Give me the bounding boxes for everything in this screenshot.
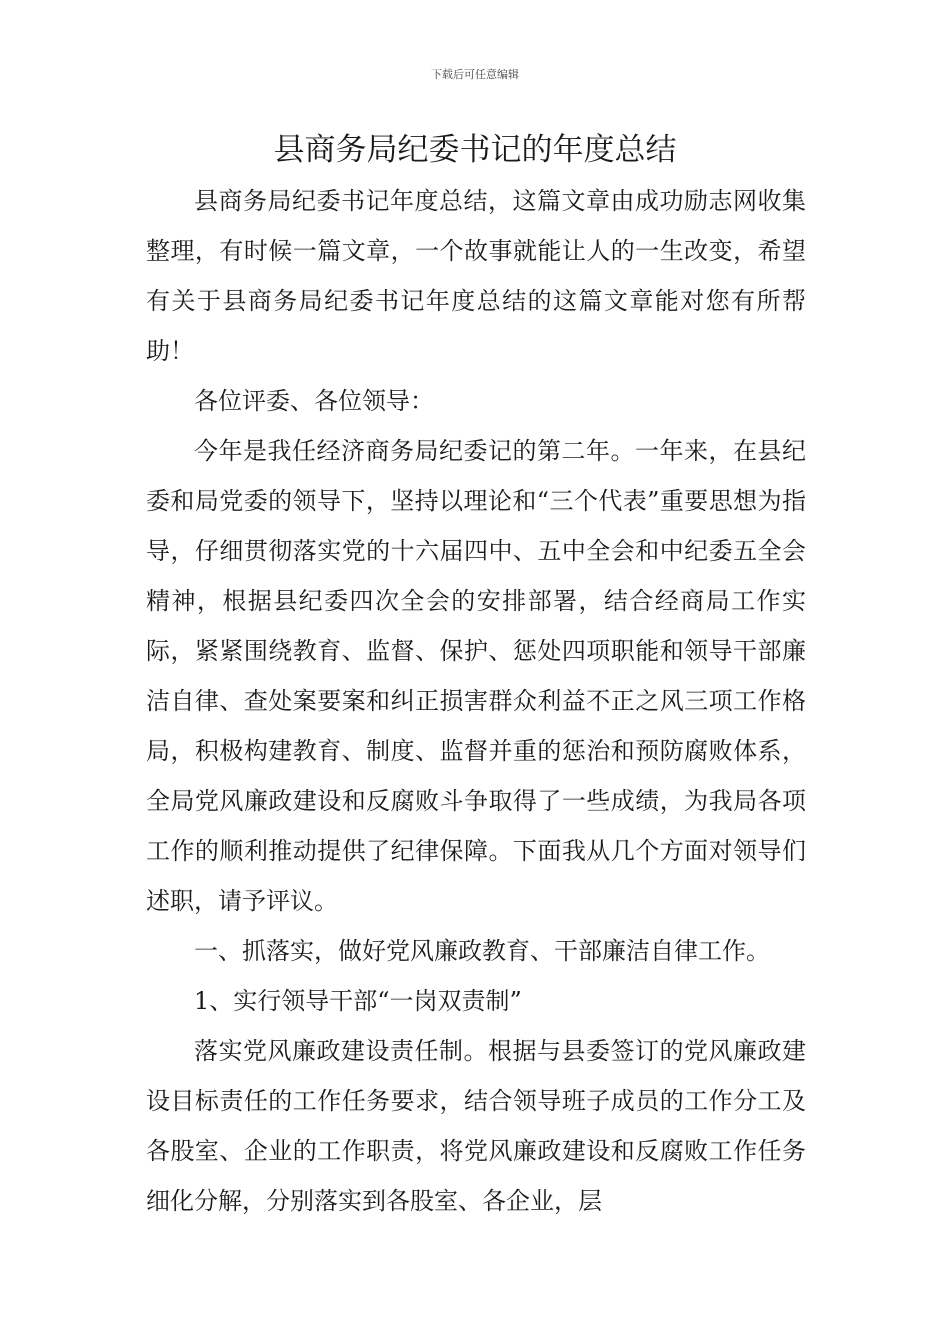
- header-note: 下载后可任意编辑: [431, 68, 519, 81]
- section-heading-1: 一、抓落实，做好党风廉政教育、干部廉洁自律工作。: [194, 937, 770, 965]
- paragraph-salutation: 各位评委、各位领导：: [194, 387, 434, 415]
- paragraph-overview: 今年是我任经济商务局纪委记的第二年。一年来，在县纪委和局党委的领导下，坚持以理论和“三个代表”重要思想为指导，仔细贯彻落实党的十六届四中、五中全会和中纪委五全会精神，根据县纪委四次全会的安排部署，结合经商局工作实际，紧紧围绕教育、监督、保护、惩处四项职能和领导干部廉洁自律、查处案要案和纠正损害群众利益不正之风三项工作格局，积极构建教育、制度、监督并重的惩治和预防腐败体系，全局党风廉政建设和反腐败斗争取得了一些成绩，为我局各项工作的顺利推动提供了纪律保障。下面我从几个方面对领导们述职，请予评议。: [146, 437, 806, 915]
- paragraph-intro: 县商务局纪委书记年度总结，这篇文章由成功励志网收集整理，有时候一篇文章，一个故事就能让人的一生改变，希望有关于县商务局纪委书记年度总结的这篇文章能对您有所帮助！: [146, 187, 806, 365]
- subsection-heading-1: 1、实行领导干部“一岗双责制”: [194, 987, 522, 1015]
- paragraph-responsibility: 落实党风廉政建设责任制。根据与县委签订的党风廉政建设目标责任的工作任务要求，结合领导班子成员的工作分工及各股室、企业的工作职责，将党风廉政建设和反腐败工作任务细化分解，分别落实到各股室、各企业，层: [146, 1037, 806, 1215]
- document-body: [146, 176, 806, 1226]
- document-title: 县商务局纪委书记的年度总结: [273, 132, 677, 168]
